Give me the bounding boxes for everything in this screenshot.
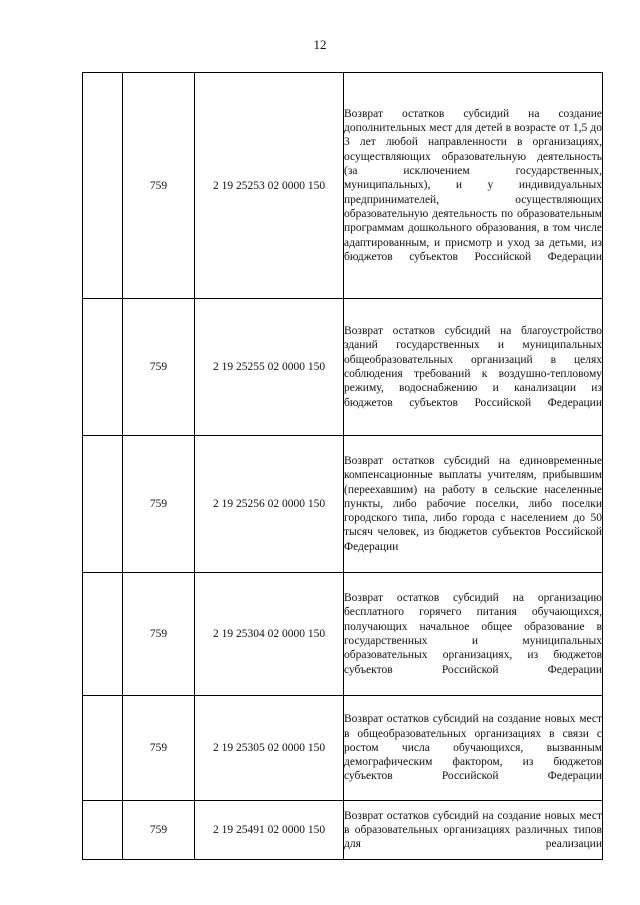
description-text: Возврат остатков субсидий на единовременные компенсационные выплаты учителям, прибывшим (переехавшим) на работу в сельские населенные пункты, либо рабочие поселки, либо поселки городского типа, либо города с населением до 50 тысяч человек, из бюджетов субъектов Российской Федерации — [344, 454, 602, 553]
admin-code-cell: 759 — [123, 696, 195, 801]
description-cell — [344, 299, 603, 436]
empty-cell — [83, 573, 123, 696]
table-row — [83, 573, 603, 696]
kbk-code-cell: 2 19 25256 02 0000 150 — [195, 436, 344, 573]
table-row — [83, 299, 603, 436]
description-text: Возврат остатков субсидий на благоустройство зданий государственных и муниципальных общеобразовательных организаций в целях соблюдения требований к воздушно-тепловому режиму, водоснабжению и канализации из бюджетов субъектов Российской Федерации — [344, 325, 602, 409]
admin-code-cell: 759 — [123, 73, 195, 299]
admin-code-cell: 759 — [123, 436, 195, 573]
table-row — [83, 696, 603, 801]
admin-code-cell: 759 — [123, 573, 195, 696]
description-text: Возврат остатков субсидий на создание дополнительных мест для детей в возрасте от 1,5 до 3 лет любой направленности в организациях, осуществляющих образовательную деятельность (за исключением государственных, муниципальных), и у индивидуальных предпринимателей, осуществляющих образовательную деятельность по образовательным программам дошкольного образования, в том числе адаптированным, и присмотр и уход за детьми, из бюджетов субъектов Российской Федерации — [344, 107, 602, 263]
kbk-code-cell: 2 19 25304 02 0000 150 — [195, 573, 344, 696]
table-row — [83, 801, 603, 860]
description-text: Возврат остатков субсидий на создание новых мест в образовательных организациях различных типов для реализации — [344, 809, 602, 851]
kbk-code-cell: 2 19 25305 02 0000 150 — [195, 696, 344, 801]
description-text: Возврат остатков субсидий на создание новых мест в общеобразовательных организациях в связи с ростом числа обучающихся, вызванным демографическим фактором, из бюджетов субъектов Российской Федерации — [344, 713, 602, 783]
description-cell — [344, 73, 603, 299]
kbk-code-cell: 2 19 25253 02 0000 150 — [195, 73, 344, 299]
description-text: Возврат остатков субсидий на организацию бесплатного горячего питания обучающихся, получающих начальное общее образование в государственных и муниципальных образовательных организациях, из бюджетов субъектов Российской Федерации — [344, 592, 602, 676]
admin-code-cell: 759 — [123, 801, 195, 860]
empty-cell — [83, 299, 123, 436]
table-row — [83, 436, 603, 573]
kbk-code-cell: 2 19 25491 02 0000 150 — [195, 801, 344, 860]
description-cell — [344, 801, 603, 860]
table-row — [83, 73, 603, 299]
description-cell — [344, 436, 603, 573]
admin-code-cell: 759 — [123, 299, 195, 436]
budget-classification-table — [82, 72, 603, 860]
empty-cell — [83, 73, 123, 299]
empty-cell — [83, 801, 123, 860]
page-number: 12 — [313, 37, 327, 52]
description-cell — [344, 696, 603, 801]
empty-cell — [83, 696, 123, 801]
kbk-code-cell: 2 19 25255 02 0000 150 — [195, 299, 344, 436]
description-cell — [344, 573, 603, 696]
empty-cell — [83, 436, 123, 573]
